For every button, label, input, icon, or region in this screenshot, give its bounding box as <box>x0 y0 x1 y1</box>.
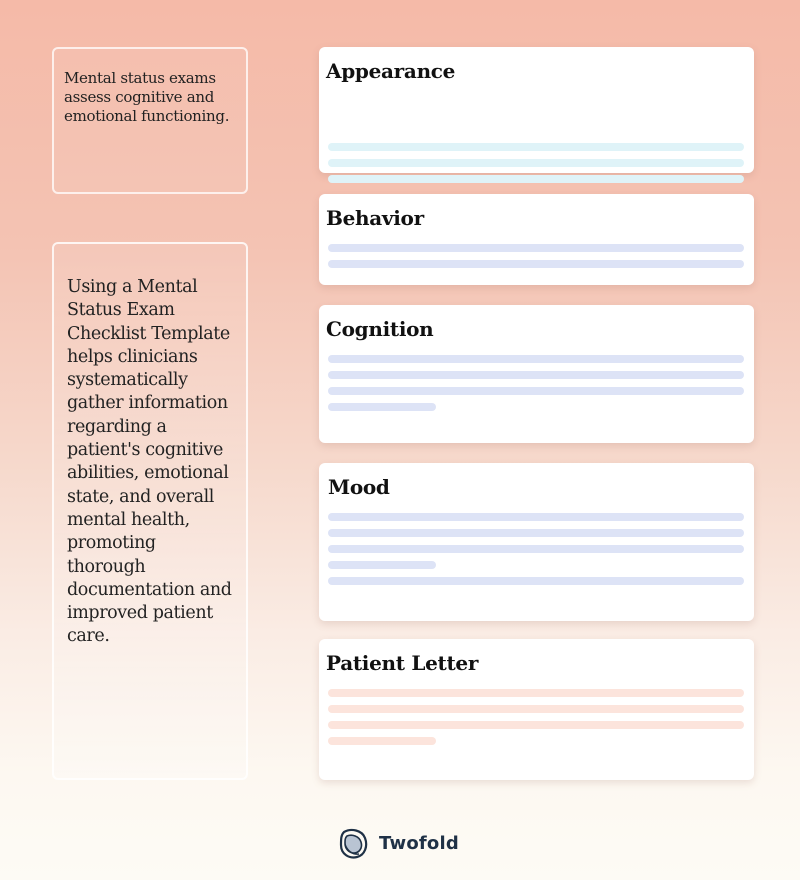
detail-card <box>52 242 248 780</box>
intro-text: Mental status exams assess cognitive and emotional functioning. <box>64 69 230 125</box>
placeholder-line <box>328 403 436 411</box>
placeholder-line <box>328 175 744 183</box>
placeholder-line <box>328 689 744 697</box>
section-card-patient-letter <box>319 639 754 780</box>
section-card-mood <box>319 463 754 621</box>
section-title-cognition: Cognition <box>326 317 434 341</box>
section-card-appearance <box>319 47 754 173</box>
twofold-logo-icon <box>338 827 370 859</box>
section-card-cognition <box>319 305 754 443</box>
placeholder-line <box>328 244 744 252</box>
placeholder-line <box>328 577 744 585</box>
detail-text: Using a Mental Status Exam Checklist Template helps clinicians systematically gather information regarding a patient's cognitive abilities, emotional state, and overall mental health, promoting thorough documentation and improved patient care. <box>67 277 232 647</box>
brand-name: Twofold <box>379 832 459 854</box>
section-title-behavior: Behavior <box>326 206 424 230</box>
intro-card <box>52 47 248 194</box>
placeholder-line <box>328 159 744 167</box>
section-card-behavior <box>319 194 754 285</box>
placeholder-line <box>328 513 744 521</box>
placeholder-line <box>328 561 436 569</box>
placeholder-line <box>328 545 744 553</box>
placeholder-line <box>328 737 436 745</box>
section-title-patient-letter: Patient Letter <box>326 651 479 675</box>
placeholder-line <box>328 371 744 379</box>
section-title-mood: Mood <box>328 475 390 499</box>
placeholder-line <box>328 355 744 363</box>
brand-footer <box>338 826 459 860</box>
placeholder-line <box>328 529 744 537</box>
placeholder-line <box>328 721 744 729</box>
placeholder-line <box>328 260 744 268</box>
section-title-appearance: Appearance <box>326 59 456 83</box>
placeholder-line <box>328 143 744 151</box>
placeholder-line <box>328 387 744 395</box>
placeholder-line <box>328 705 744 713</box>
